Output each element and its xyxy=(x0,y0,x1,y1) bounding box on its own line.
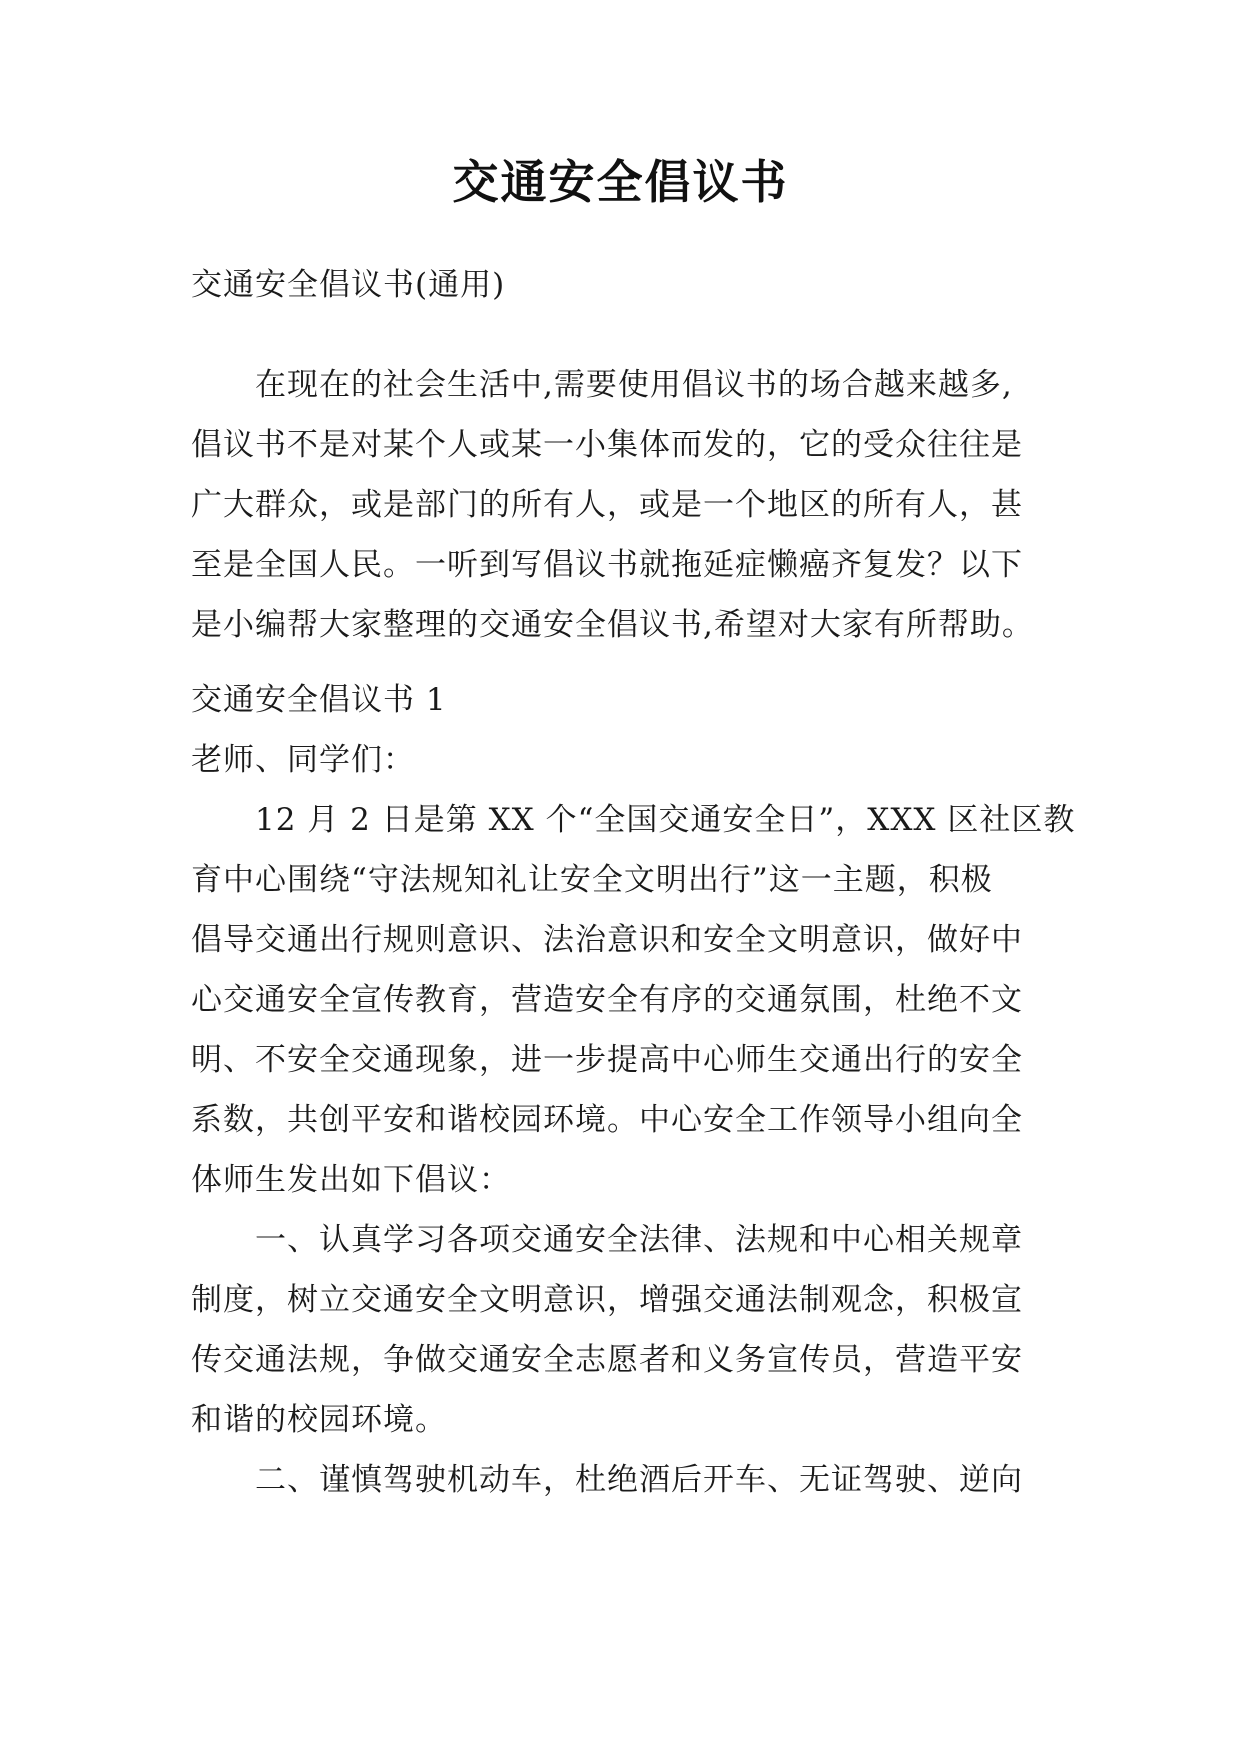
section-heading: 交通安全倡议书 1 xyxy=(191,682,447,718)
paragraph-line: 和谐的校园环境。 xyxy=(191,1402,447,1438)
intro-line: 是小编帮大家整理的交通安全倡议书,希望对大家有所帮助。 xyxy=(191,607,1034,643)
document-subtitle xyxy=(191,255,1053,315)
paragraph-line: 制度，树立交通安全文明意识，增强交通法制观念，积极宣 xyxy=(191,1282,1023,1318)
intro-line: 倡议书不是对某个人或某一小集体而发的，它的受众往往是 xyxy=(191,427,1023,463)
paragraph-line: 传交通法规，争做交通安全志愿者和义务宣传员，营造平安 xyxy=(191,1342,1023,1378)
paragraph-line: 系数，共创平安和谐校园环境。中心安全工作领导小组向全 xyxy=(191,1102,1023,1138)
salutation: 老师、同学们： xyxy=(191,742,415,778)
intro-line: 至是全国人民。一听到写倡议书就拖延症懒癌齐复发？以下 xyxy=(191,547,1023,583)
paragraph-line: 二、谨慎驾驶机动车，杜绝酒后开车、无证驾驶、逆向 xyxy=(255,1462,1023,1498)
paragraph-line: 一、认真学习各项交通安全法律、法规和中心相关规章 xyxy=(255,1222,1023,1258)
document-title: 交通安全倡议书 xyxy=(452,155,789,209)
paragraph-line: 倡导交通出行规则意识、法治意识和安全文明意识，做好中 xyxy=(191,922,1023,958)
subtitle-line: 交通安全倡议书(通用) xyxy=(191,267,506,303)
paragraph-line: 明、不安全交通现象，进一步提高中心师生交通出行的安全 xyxy=(191,1042,1023,1078)
paragraph-line: 育中心围绕“守法规知礼让安全文明出行”这一主题，积极 xyxy=(191,862,993,898)
paragraph-line: 体师生发出如下倡议： xyxy=(191,1162,511,1198)
intro-line: 广大群众，或是部门的所有人，或是一个地区的所有人，甚 xyxy=(191,487,1023,523)
intro-paragraph xyxy=(191,355,1053,655)
paragraph-line: 12 月 2 日是第 XX 个“全国交通安全日”，XXX 区社区教 xyxy=(255,802,1076,838)
paragraph-line: 心交通安全宣传教育，营造安全有序的交通氛围，杜绝不文 xyxy=(191,982,1023,1018)
section-block xyxy=(191,670,1076,1510)
intro-line: 在现在的社会生活中,需要使用倡议书的场合越来越多, xyxy=(255,367,1013,403)
